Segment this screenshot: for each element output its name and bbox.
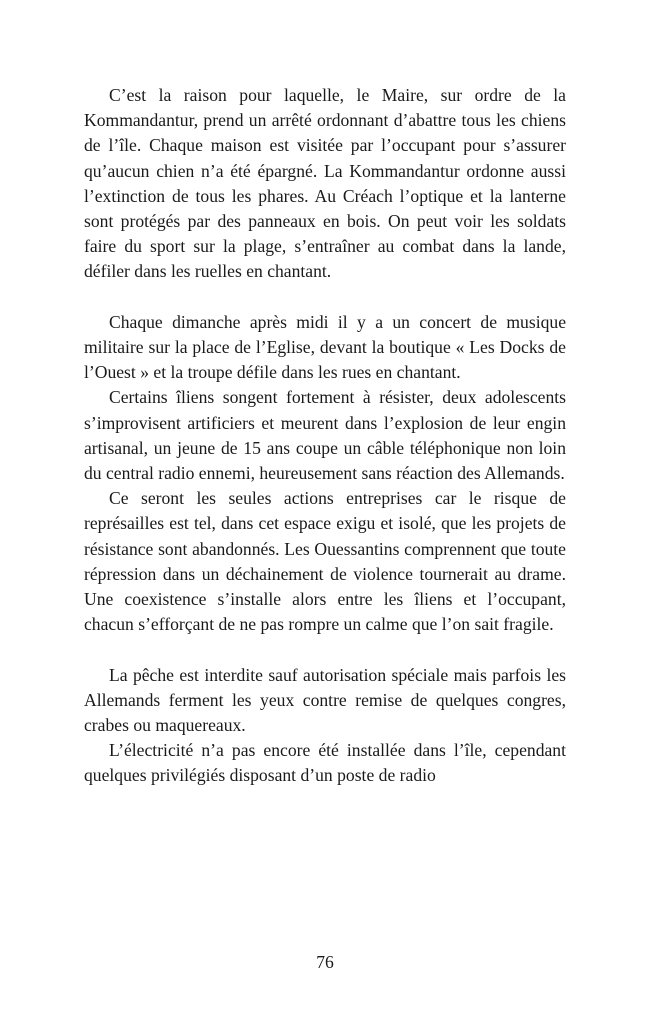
paragraph-4: Ce seront les seules actions entreprises car le risque de représailles est tel, dans cet espace exigu et isolé, que les projets de résistance sont abandonnés. Les Ouessantins comprennent que toute répression dans un déchainement de violence tournerait au drame. Une coexistence s’installe alors entre les îliens et l’occupant, chacun s’efforçant de ne pas rompre un calme que l’on sait fragile. [84, 488, 566, 635]
paragraph-5: La pêche est interdite sauf autorisation spéciale mais parfois les Allemands ferment les yeux contre remise de quelques congres, crabes ou maquereaux. [84, 664, 566, 736]
page-number: 76 [316, 952, 334, 972]
paragraph-6: L’électricité n’a pas encore été installée dans l’île, cependant quelques privilégiés disposant d’un poste de radio [84, 740, 566, 786]
paragraph-2: Chaque dimanche après midi il y a un concert de musique militaire sur la place de l’Eglise, devant la boutique « Les Docks de l’Ouest » et la troupe défile dans les rues en chantant. [84, 311, 566, 383]
paragraph-3: Certains îliens songent fortement à résister, deux adolescents s’improvisent artificiers et meurent dans l’explosion de leur engin artisanal, un jeune de 15 ans coupe un câble téléphonique non loin du central radio ennemi, heureusement sans réaction des Allemands. [84, 387, 566, 484]
body-text [84, 83, 566, 789]
paragraph-1: C’est la raison pour laquelle, le Maire, sur ordre de la Kommandantur, prend un arrêté ordonnant d’abattre tous les chiens de l’île. Chaque maison est visitée par l’occupant pour s’assurer qu’aucun chien n’a été épargné. La Kommandantur ordonne aussi l’extinction de tous les phares. Au Créach l’optique et la lanterne sont protégés par des panneaux en bois. On peut voir les soldats faire du sport sur la plage, s’entraîner au combat dans la lande, défiler dans les ruelles en chantant. [84, 85, 566, 282]
